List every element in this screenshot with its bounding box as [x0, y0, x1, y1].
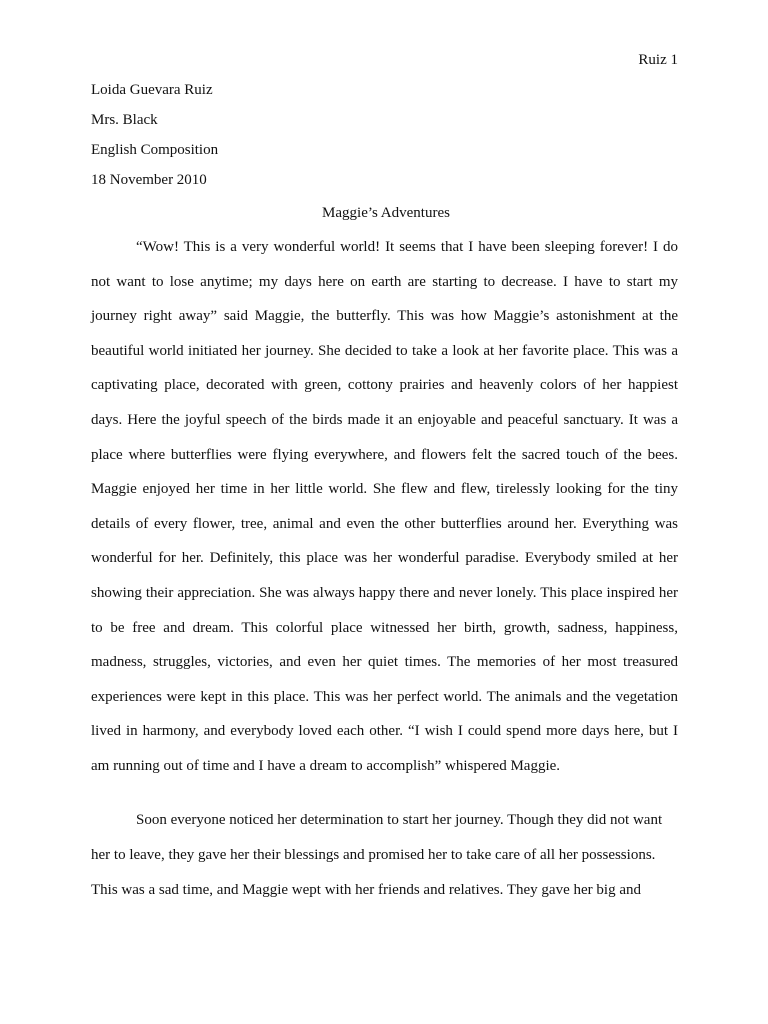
body-paragraph-2: Soon everyone noticed her determination to start her journey. Though they did not want her to leave, they gave her their blessings and promised her to take care of all her possessions. This was a sad time, and Maggie wept with her friends and relatives. They gave her big and — [91, 812, 663, 898]
body-paragraph-1: “Wow! This is a very wonderful world! It seems that I have been sleeping forever! I do not want to lose anytime; my days here on earth are starting to decrease. I have to start my journey right away” said Maggie, the butterfly. This was how Maggie’s astonishment at the beautiful world initiated her journey. She decided to take a look at her favorite place. This was a captivating place, decorated with green, cottony prairies and heavenly colors of her happiest days. Here the joyful speech of the birds made it an enjoyable and peaceful sanctuary. It was a place where butterflies were flying everywhere, and flowers felt the sacred touch of the bees. Maggie enjoyed her time in her little world. She flew and flew, tirelessly looking for the tiny details of every flower, tree, animal and even the other butterflies around her. Everything was wonderful for her. Definitely, this place was her wonderful paradise. Everybody smiled at her showing their appreciation. She was always happy there and never lonely. This place inspired her to be free and dream. This colorful place witnessed her birth, growth, sadness, happiness, madness, struggles, victories, and even her quiet times. The memories of her most treasured experiences were kept in this place. This was her perfect world. The animals and the vegetation lived in harmony, and everybody loved each other. “I wish I could spend more days here, but I am running out of time and I have a dream to accomplish” whispered Maggie. — [91, 239, 678, 774]
submission-date: 18 November 2010 — [91, 172, 207, 188]
instructor-name: Mrs. Black — [91, 112, 158, 128]
mla-heading — [91, 80, 681, 200]
course-name: English Composition — [91, 142, 219, 158]
author-name: Loida Guevara Ruiz — [91, 82, 213, 98]
running-head: Ruiz 1 — [638, 52, 678, 68]
essay-title: Maggie’s Adventures — [322, 205, 450, 221]
